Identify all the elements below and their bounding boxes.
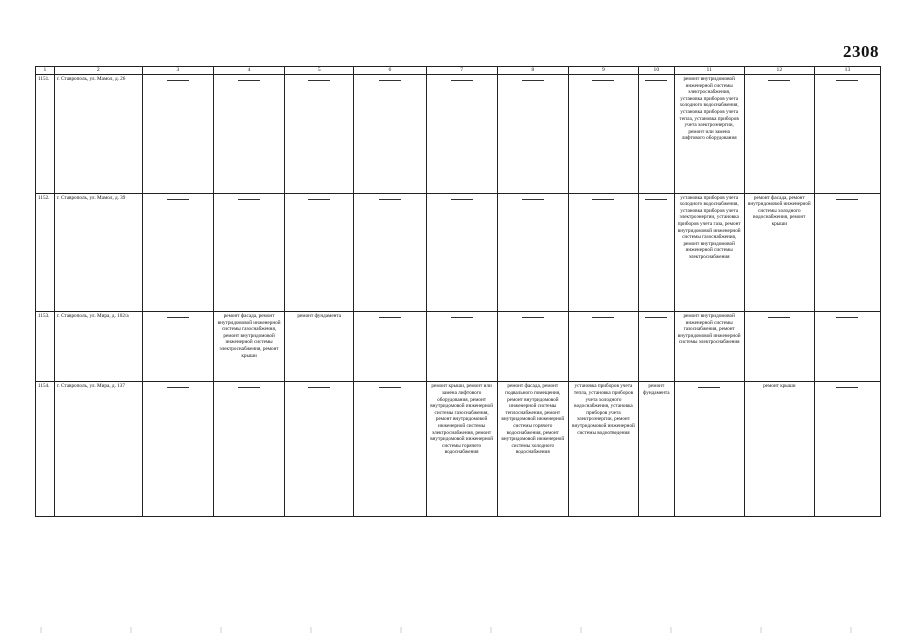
dash-mark (592, 80, 614, 81)
dash-mark (522, 317, 544, 318)
dash-mark (592, 199, 614, 200)
empty-dash-cell (497, 75, 568, 194)
column-header: 2 (54, 67, 142, 75)
column-header: 1 (36, 67, 55, 75)
repair-works-cell: ремонт внутридомовой инженерной системы газоснабжения, ремонт внутридомовой инженерной системы электроснабжения (674, 312, 744, 382)
dash-mark (645, 199, 667, 200)
dash-mark (451, 199, 473, 200)
column-header: 6 (354, 67, 426, 75)
empty-dash-cell (639, 193, 675, 312)
column-header: 13 (814, 67, 880, 75)
table-row (36, 312, 881, 382)
column-header: 9 (568, 67, 638, 75)
dash-mark (836, 80, 858, 81)
empty-dash-cell (814, 75, 880, 194)
dash-mark (592, 317, 614, 318)
repair-works-cell: ремонт фасада, ремонт подвального помещения, ремонт внутридомовой инженерной системы теплоснабжения, ремонт внутридомовой инженерной системы горячего водоснабжения, ремонт внутридомовой инженерной системы холодного водоснабжения (497, 382, 568, 517)
column-header: 7 (426, 67, 497, 75)
dash-mark (836, 199, 858, 200)
empty-dash-cell (354, 312, 426, 382)
dash-mark (768, 80, 790, 81)
dash-mark (768, 317, 790, 318)
column-header: 5 (285, 67, 354, 75)
empty-dash-cell (568, 193, 638, 312)
empty-dash-cell (426, 193, 497, 312)
empty-dash-cell (568, 312, 638, 382)
dash-mark (836, 387, 858, 388)
dash-mark (167, 317, 189, 318)
column-header: 4 (213, 67, 284, 75)
dash-mark (645, 80, 667, 81)
address-cell: г. Ставрополь, ул. Мира, д. 102/а (54, 312, 142, 382)
dash-mark (308, 80, 330, 81)
empty-dash-cell (639, 312, 675, 382)
empty-dash-cell (674, 382, 744, 517)
empty-dash-cell (213, 75, 284, 194)
empty-dash-cell (744, 75, 814, 194)
repair-works-cell: ремонт фасада, ремонт внутридомовой инженерной системы холодного водоснабжения, ремонт крыши (744, 193, 814, 312)
repair-works-cell: установка приборов учета холодного водоснабжения, установка приборов учета электроэнергии, установка приборов учета газа, ремонт внутридомовой инженерной системы газоснабжения, ремонт внутридомовой инженерной системы электроснабжения (674, 193, 744, 312)
dash-mark (451, 80, 473, 81)
empty-dash-cell (285, 382, 354, 517)
page-number: 2308 (843, 42, 879, 61)
dash-mark (167, 199, 189, 200)
scan-artifact-line (0, 627, 905, 633)
repair-works-cell: ремонт фундамента (639, 382, 675, 517)
empty-dash-cell (213, 382, 284, 517)
repair-works-cell: ремонт внутридомовой инженерной системы электроснабжения, установка приборов учета холодного водоснабжения, установка приборов учета тепла, установка приборов учета электроэнергии, ремонт или замена лифтового оборудования (674, 75, 744, 194)
dash-mark (451, 317, 473, 318)
repair-works-cell: установка приборов учета тепла, установка приборов учета холодного водоснабжения, установка приборов учета электроэнергии, ремонт внутридомовой инженерной системы водоотведения (568, 382, 638, 517)
empty-dash-cell (354, 193, 426, 312)
empty-dash-cell (814, 312, 880, 382)
empty-dash-cell (142, 193, 213, 312)
empty-dash-cell (814, 382, 880, 517)
empty-dash-cell (497, 312, 568, 382)
column-header: 8 (497, 67, 568, 75)
row-number: 1154. (36, 382, 55, 517)
table-row (36, 75, 881, 194)
dash-mark (379, 199, 401, 200)
table-row (36, 382, 881, 517)
empty-dash-cell (426, 75, 497, 194)
dash-mark (238, 199, 260, 200)
repair-register-table (35, 66, 881, 517)
address-cell: г. Ставрополь, ул. Мамол, д. 26 (54, 75, 142, 194)
dash-mark (308, 387, 330, 388)
dash-mark (836, 317, 858, 318)
dash-mark (167, 387, 189, 388)
address-cell: г. Ставрополь, ул. Мира, д. 137 (54, 382, 142, 517)
repair-works-cell: ремонт крыши (744, 382, 814, 517)
empty-dash-cell (354, 75, 426, 194)
dash-mark (522, 199, 544, 200)
repair-works-cell: ремонт фундамента (285, 312, 354, 382)
empty-dash-cell (814, 193, 880, 312)
empty-dash-cell (142, 312, 213, 382)
column-header: 3 (142, 67, 213, 75)
dash-mark (522, 80, 544, 81)
column-header: 12 (744, 67, 814, 75)
repair-works-cell: ремонт фасада, ремонт внутридомовой инженерной системы газоснабжения, ремонт внутридомовой инженерной системы электроснабжения, ремонт крыши (213, 312, 284, 382)
row-number: 1151. (36, 75, 55, 194)
empty-dash-cell (568, 75, 638, 194)
dash-mark (379, 80, 401, 81)
column-header: 11 (674, 67, 744, 75)
repair-works-cell: ремонт крыши, ремонт или замена лифтового оборудования, ремонт внутридомовой инженерной системы газоснабжения, ремонт внутридомовой инженерной системы электроснабжения, ремонт внутридомовой инженерной системы горячего водоснабжения (426, 382, 497, 517)
column-number-row (36, 67, 881, 75)
row-number: 1153. (36, 312, 55, 382)
empty-dash-cell (354, 382, 426, 517)
empty-dash-cell (744, 312, 814, 382)
empty-dash-cell (497, 193, 568, 312)
empty-dash-cell (285, 75, 354, 194)
dash-mark (379, 387, 401, 388)
dash-mark (379, 317, 401, 318)
dash-mark (238, 387, 260, 388)
empty-dash-cell (142, 75, 213, 194)
empty-dash-cell (285, 193, 354, 312)
dash-mark (238, 80, 260, 81)
dash-mark (308, 199, 330, 200)
address-cell: г. Ставрополь, ул. Мамол, д. 39 (54, 193, 142, 312)
row-number: 1152. (36, 193, 55, 312)
empty-dash-cell (213, 193, 284, 312)
dash-mark (167, 80, 189, 81)
dash-mark (645, 317, 667, 318)
dash-mark (698, 387, 720, 388)
empty-dash-cell (639, 75, 675, 194)
column-header: 10 (639, 67, 675, 75)
table-row (36, 193, 881, 312)
empty-dash-cell (142, 382, 213, 517)
empty-dash-cell (426, 312, 497, 382)
